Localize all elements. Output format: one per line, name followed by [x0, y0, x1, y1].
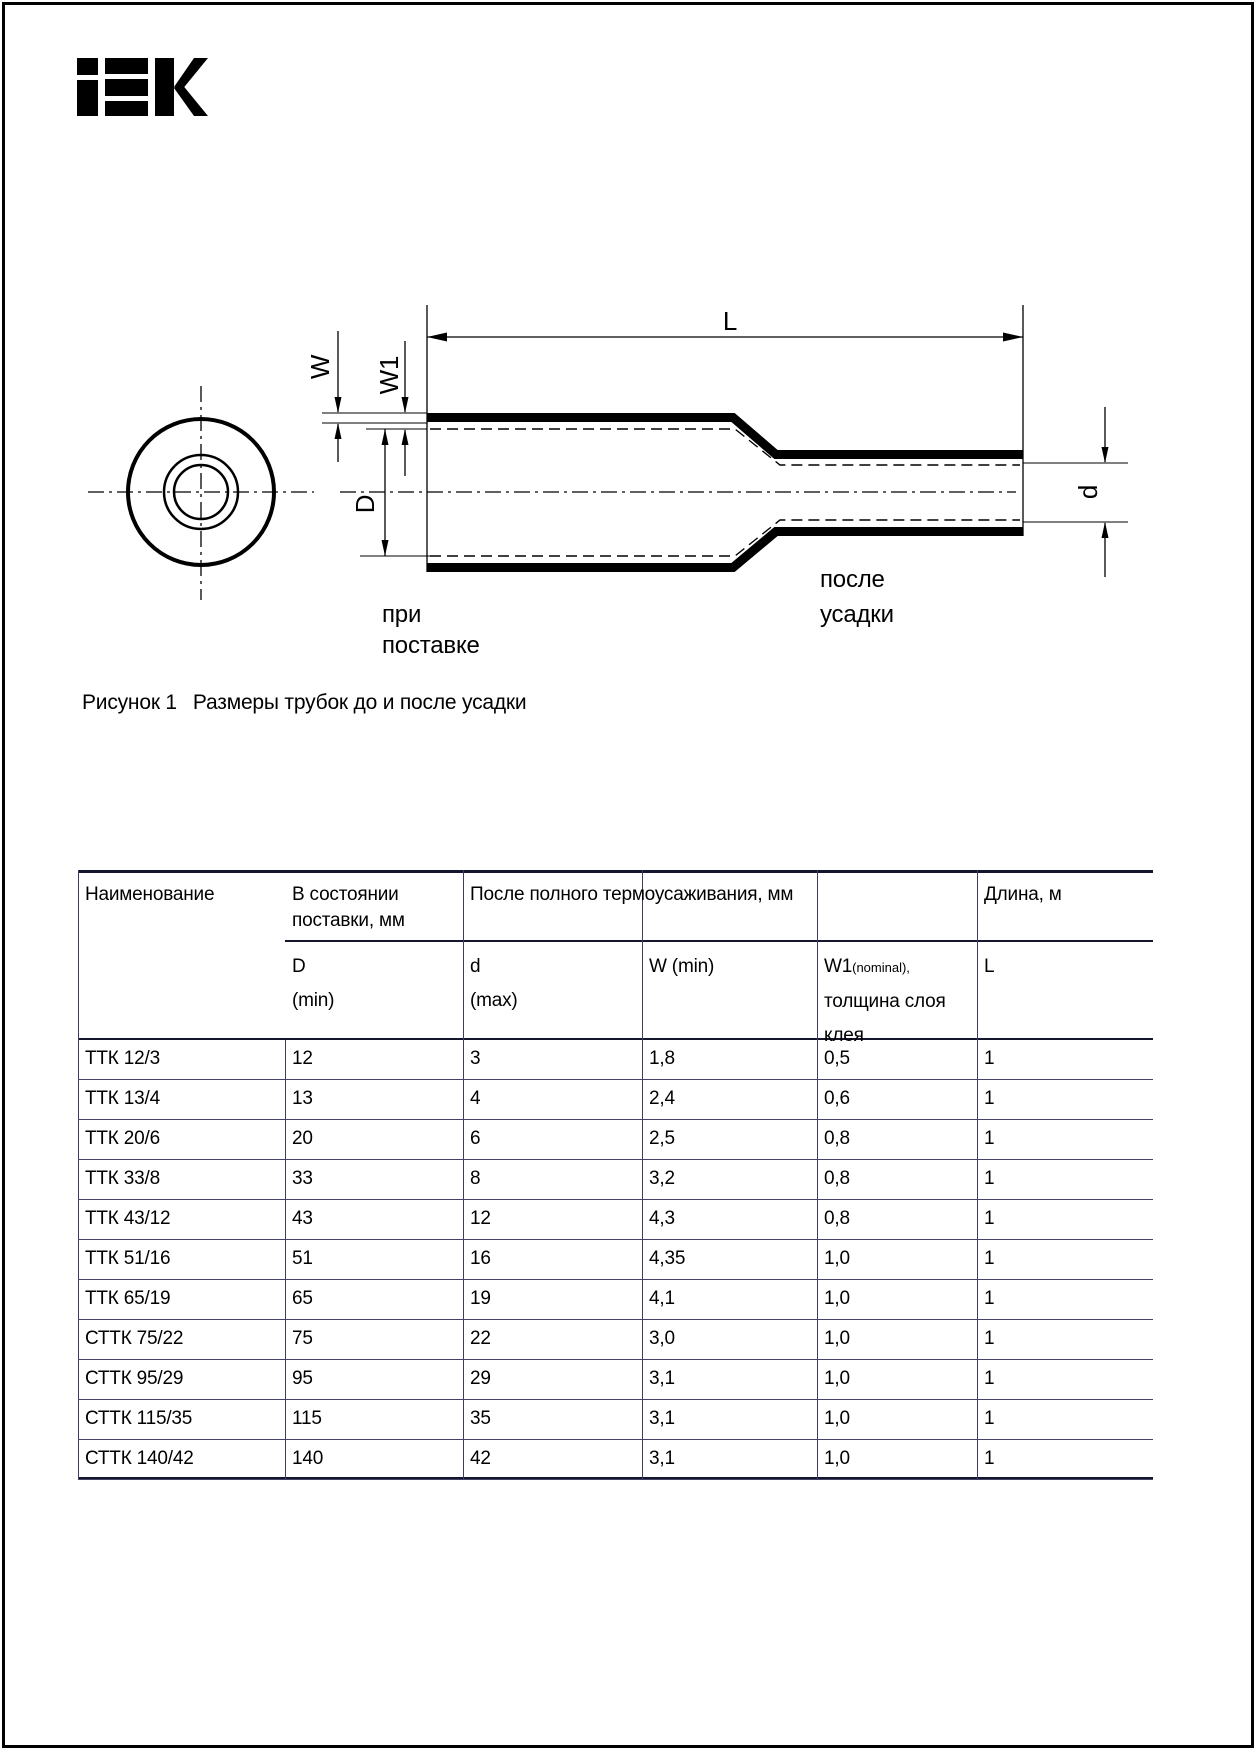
table-cell: СТТК 115/35 [85, 1408, 193, 1429]
table-cell: 3,2 [649, 1168, 675, 1189]
table-cell: 1,0 [824, 1368, 850, 1389]
table-cell: 1,0 [824, 1248, 850, 1269]
subheader-W1-symbol: W1(nominal), [824, 956, 910, 977]
subheader-d [470, 950, 630, 1018]
table-cell: СТТК 75/22 [85, 1328, 184, 1349]
table-cell: 1 [984, 1448, 995, 1469]
note-after-line1: после [820, 566, 885, 593]
table-cell: 115 [292, 1408, 322, 1429]
table-cell: 4,1 [649, 1288, 675, 1309]
table-cell: 1 [984, 1288, 995, 1309]
table-row [78, 1440, 1153, 1480]
table-cell: 1,8 [649, 1048, 675, 1069]
table-cell: 20 [292, 1128, 313, 1149]
table-cell: 16 [470, 1248, 491, 1269]
table-cell: 3,0 [649, 1328, 675, 1349]
table-cell: 12 [292, 1048, 313, 1069]
table-cell: 1,0 [824, 1448, 850, 1469]
table-cell: ТТК 12/3 [85, 1048, 160, 1069]
table-cell: 1,0 [824, 1408, 850, 1429]
table-top-border [78, 870, 1153, 873]
subheader-d-symbol: d [470, 956, 481, 977]
table-cell: 4 [470, 1088, 481, 1109]
table-cell: 12 [470, 1208, 491, 1229]
col-header-after-shrink: После полного термоусаживания, мм [470, 884, 794, 905]
table-cell: 95 [292, 1368, 313, 1389]
table-cell: 51 [292, 1248, 313, 1269]
front-view [88, 386, 314, 600]
table-cell: 42 [470, 1448, 491, 1469]
table-body [78, 1040, 1153, 1480]
table-cell: 0,8 [824, 1208, 850, 1229]
dim-label-L: L [722, 306, 738, 336]
table-cell: 29 [470, 1368, 491, 1389]
table-row [78, 1320, 1153, 1360]
table-cell: 1 [984, 1208, 995, 1229]
technical-drawing [0, 0, 1256, 860]
table-cell: ТТК 20/6 [85, 1128, 160, 1149]
table-cell: 3,1 [649, 1408, 675, 1429]
col-header-delivery: В состоянии поставки, мм [292, 884, 405, 931]
table-cell: 1,0 [824, 1328, 850, 1349]
table-cell: 33 [292, 1168, 313, 1189]
table-cell: ТТК 51/16 [85, 1248, 171, 1269]
table-row [78, 1200, 1153, 1240]
dim-label-W1: W1 [374, 355, 404, 395]
dim-label-d: d [1073, 484, 1103, 500]
table-cell: ТТК 33/8 [85, 1168, 160, 1189]
subheader-L: L [984, 956, 995, 977]
table-cell: 140 [292, 1448, 324, 1469]
table-cell: СТТК 95/29 [85, 1368, 184, 1389]
figure-caption [82, 691, 526, 715]
table-cell: 0,5 [824, 1048, 850, 1069]
table-row [78, 1360, 1153, 1400]
table-cell: 13 [292, 1088, 313, 1109]
subheader-D [292, 950, 452, 1018]
table-cell: 6 [470, 1128, 481, 1149]
dim-label-W: W [305, 354, 335, 380]
table-cell: 3,1 [649, 1448, 675, 1469]
table-cell: 43 [292, 1208, 313, 1229]
table-cell: 65 [292, 1288, 313, 1309]
note-before-line2: поставке [382, 632, 480, 659]
subheader-W: W (min) [649, 956, 715, 977]
note-after-line2: усадки [820, 601, 894, 628]
table-row [78, 1280, 1153, 1320]
table-row [78, 1080, 1153, 1120]
table-cell: 0,8 [824, 1128, 850, 1149]
dim-label-D: D [350, 494, 380, 514]
table-row [78, 1160, 1153, 1200]
table-cell: ТТК 43/12 [85, 1208, 171, 1229]
table-header-divider [285, 940, 1153, 942]
figure-caption-text: Размеры трубок до и после усадки [192, 691, 527, 714]
table-cell: 19 [470, 1288, 491, 1309]
table-cell: 0,8 [824, 1168, 850, 1189]
table-cell: 4,35 [649, 1248, 686, 1269]
table-cell: 1 [984, 1168, 995, 1189]
table-cell: 1 [984, 1408, 995, 1429]
table-cell: 1 [984, 1048, 995, 1069]
table-cell: 4,3 [649, 1208, 675, 1229]
subheader-D-symbol: D [292, 956, 306, 977]
table-cell: 2,4 [649, 1088, 675, 1109]
table-cell: ТТК 13/4 [85, 1088, 160, 1109]
table-cell: 1 [984, 1368, 995, 1389]
table-cell: 1 [984, 1248, 995, 1269]
subheader-d-qualifier: (max) [470, 990, 518, 1011]
table-cell: 3,1 [649, 1368, 675, 1389]
subheader-W1-nominal: (nominal), [852, 960, 910, 975]
col-header-length: Длина, м [984, 884, 1062, 905]
table-cell: 2,5 [649, 1128, 675, 1149]
table-cell: 0,6 [824, 1088, 850, 1109]
dimension-W [322, 331, 427, 462]
figure-caption-number: Рисунок 1 [82, 691, 177, 714]
table-cell: ТТК 65/19 [85, 1288, 171, 1309]
table-cell: 35 [470, 1408, 491, 1429]
col-header-name: Наименование [85, 884, 215, 905]
table-cell: 1 [984, 1128, 995, 1149]
table-row [78, 1120, 1153, 1160]
side-view [340, 305, 1023, 572]
dimensions-table [78, 870, 1153, 1480]
table-row [78, 1400, 1153, 1440]
note-before-line1: при [382, 601, 422, 628]
table-cell: 1,0 [824, 1288, 850, 1309]
subheader-W1 [824, 950, 969, 1053]
table-cell: СТТК 140/42 [85, 1448, 194, 1469]
table-cell: 8 [470, 1168, 481, 1189]
table-row [78, 1240, 1153, 1280]
table-cell: 3 [470, 1048, 481, 1069]
table-cell: 1 [984, 1328, 995, 1349]
subheader-D-qualifier: (min) [292, 990, 335, 1011]
table-cell: 75 [292, 1328, 313, 1349]
table-row [78, 1040, 1153, 1080]
table-cell: 22 [470, 1328, 491, 1349]
table-cell: 1 [984, 1088, 995, 1109]
subheader-W1-description: толщина слоя клея [824, 991, 946, 1046]
